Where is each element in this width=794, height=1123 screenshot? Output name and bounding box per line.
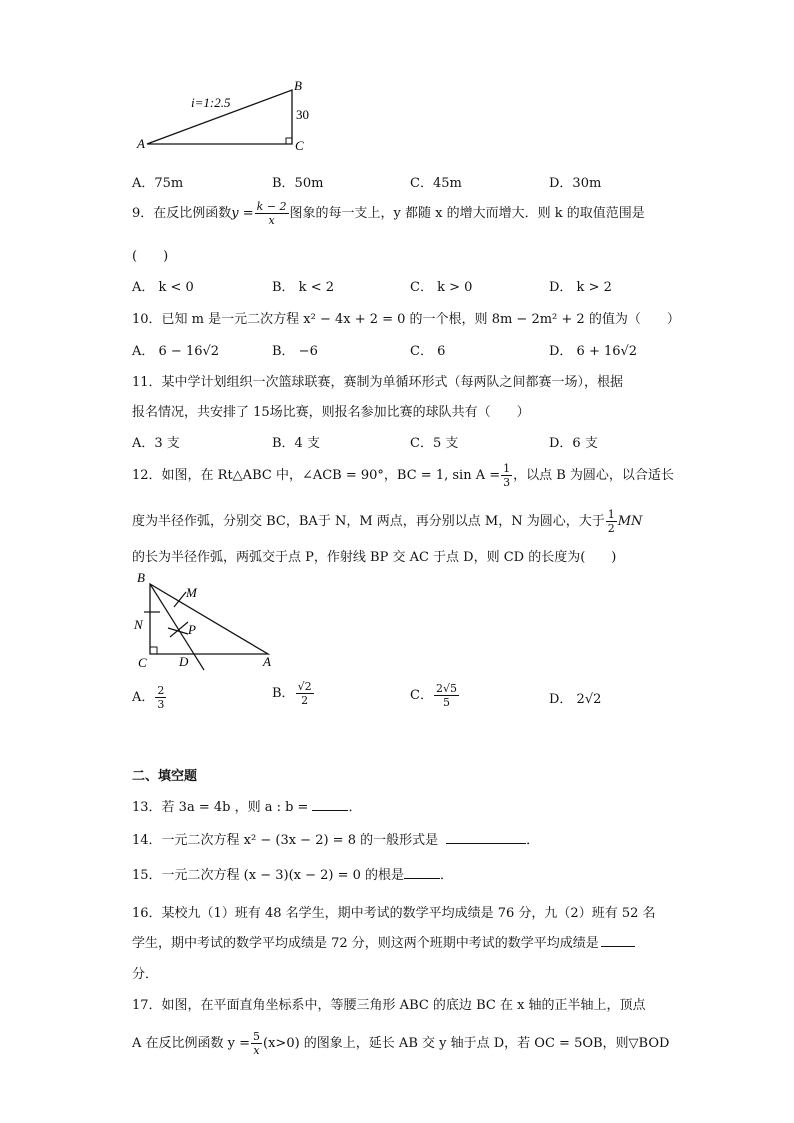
q9-option-d[interactable]: D． k > 2: [549, 280, 612, 295]
slope-triangle-figure: [135, 78, 335, 156]
q11-option-c[interactable]: C．5 支: [410, 436, 459, 451]
q12-sin-num: 1: [503, 462, 511, 475]
q12-option-a-fraction: [155, 684, 166, 711]
q13-text: 13．若 3a = 4b ，则 a : b =: [132, 800, 309, 815]
q12-option-b-label: B．: [272, 686, 295, 701]
point-p-label: P: [188, 622, 196, 637]
construction-figure: [130, 570, 290, 674]
q11-line2: 报名情况，共安排了 15场比赛，则报名参加比赛的球队共有（ ）: [132, 405, 530, 420]
q12-option-a-num: 2: [157, 684, 165, 697]
q16-line1: 16．某校九（1）班有 48 名学生，期中考试的数学平均成绩是 76 分，九（2）班有 52 名: [132, 906, 656, 921]
triangle-abc-q12: [150, 584, 268, 654]
q17-fraction: [251, 1030, 262, 1057]
q12-option-c-label: C．: [410, 688, 433, 703]
point-n-label: N: [134, 617, 143, 632]
q12-line2: [132, 508, 642, 535]
q12-option-a-den: 3: [157, 698, 165, 711]
q13-answer-blank[interactable]: [312, 798, 348, 811]
q11-line1: 11．某中学计划组织一次篮球联赛，赛制为单循环形式（每两队之间都赛一场），根据: [132, 375, 624, 390]
q13: [132, 796, 361, 815]
q12-line1b: ，以点 B 为圆心，以合适长: [513, 468, 674, 483]
height-label: 30: [296, 107, 309, 122]
q12-option-b-den: 2: [301, 694, 309, 707]
q12-half-num: 1: [607, 508, 615, 521]
right-angle-mark-q12: [150, 647, 157, 654]
q15: [132, 864, 453, 883]
q12-half-fraction: [606, 508, 617, 535]
point-c-label-q12: C: [138, 655, 147, 670]
q12-option-b-num: √2: [297, 680, 312, 693]
q12-sin-den: 3: [503, 476, 511, 489]
q9-option-a[interactable]: A． k < 0: [132, 280, 194, 295]
q17-line2: [132, 1030, 669, 1057]
q16-answer-blank[interactable]: [601, 934, 635, 947]
q11-option-a[interactable]: A．3 支: [132, 436, 180, 451]
q15-answer-blank[interactable]: [404, 866, 440, 879]
q14-text: 14．一元二次方程 x² − (3x − 2) = 8 的一般形式是: [132, 833, 439, 848]
q17-line1: 17．如图，在平面直角坐标系中，等腰三角形 ABC 的底边 BC 在 x 轴的正半轴上，顶点: [132, 998, 646, 1013]
q12-option-a-label: A．: [132, 690, 155, 705]
q12-option-c-den: 5: [442, 696, 450, 709]
q17-frac-num: 5: [253, 1030, 261, 1043]
q14-answer-blank[interactable]: [446, 831, 526, 844]
q8-option-b[interactable]: B．50m: [272, 176, 324, 191]
q12-option-c-num: 2√5: [435, 682, 457, 695]
q11-option-b[interactable]: B．4 支: [272, 436, 320, 451]
q10-option-b[interactable]: B． −6: [272, 344, 318, 359]
q9-frac-den: x: [268, 214, 275, 227]
q9-fraction: [255, 200, 289, 227]
q12-option-a[interactable]: [132, 684, 167, 711]
slope-label: i=1:2.5: [191, 95, 231, 110]
point-a-label: A: [137, 136, 145, 151]
q15-period: ．: [440, 868, 454, 883]
q11-option-d[interactable]: D．6 支: [549, 436, 598, 451]
q9-stem-b: 图象的每一支上，: [289, 206, 394, 221]
point-b-label: B: [294, 78, 302, 93]
q12-line2-text: 度为半径作弧，分别交 BC，BA于 N，M 两点，再分别以点 M，N 为圆心，大于: [132, 514, 605, 529]
section-title-fill-blank: 二、填空题: [132, 769, 198, 784]
q10-option-c[interactable]: C． 6: [410, 344, 446, 359]
q12-option-c-fraction: [434, 682, 459, 709]
q9-frac-num: k − 2: [256, 200, 287, 213]
q8-option-c[interactable]: C．45m: [410, 176, 462, 191]
q12-option-d[interactable]: D． 2√2: [549, 692, 602, 707]
q15-text: 15．一元二次方程 (x − 3)(x − 2) = 0 的根是: [132, 868, 405, 883]
q12-line2b: MN: [617, 514, 643, 529]
q17-line2a: A 在反比例函数 y =: [132, 1036, 251, 1051]
q9-func-lhs: y =: [231, 206, 254, 221]
q17-frac-den: x: [253, 1044, 260, 1057]
q12-line3: 的长为半径作弧，两弧交于点 P，作射线 BP 交 AC 于点 D，则 CD 的长度为( ): [132, 550, 617, 565]
q9-paren: ( ): [132, 249, 169, 264]
q9-stem-a: 9．在反比例函数: [132, 206, 232, 221]
point-a-label-q12: A: [263, 654, 271, 669]
q10-stem: 10．已知 m 是一元二次方程 x² − 4x + 2 = 0 的一个根，则 8m − 2m² + 2 的值为（ ）: [132, 312, 680, 327]
q12-line1: [132, 462, 674, 489]
q8-option-a[interactable]: A．75m: [132, 176, 184, 191]
point-b-label-q12: B: [137, 570, 145, 585]
q9-option-b[interactable]: B． k < 2: [272, 280, 334, 295]
q14: [132, 829, 539, 848]
q10-option-a[interactable]: A． 6 − 16√2: [132, 344, 220, 359]
point-d-label: D: [179, 654, 189, 669]
q12-option-b-fraction: [296, 680, 314, 707]
q9-stem-c: y 都随 x 的增大而增大．则 k 的取值范围是: [393, 206, 645, 221]
q12-line1a: 12．如图，在 Rt△ABC 中，∠ACB = 90°，BC = 1, sin A =: [132, 468, 501, 483]
q13-period: ．: [348, 800, 362, 815]
q12-option-c[interactable]: [410, 682, 460, 709]
q12-option-b[interactable]: [272, 680, 315, 707]
q8-option-d[interactable]: D．30m: [549, 176, 602, 191]
q9-stem: [132, 200, 645, 227]
right-angle-mark: [286, 138, 292, 144]
q16-line2: [132, 932, 635, 951]
q12-sin-fraction: [501, 462, 512, 489]
point-c-label: C: [295, 138, 304, 153]
q10-option-d[interactable]: D． 6 + 16√2: [549, 344, 638, 359]
q16-line2-text: 学生，期中考试的数学平均成绩是 72 分，则这两个班期中考试的数学平均成绩是: [132, 936, 599, 951]
q14-period: ．: [526, 833, 540, 848]
q9-option-c[interactable]: C． k > 0: [410, 280, 473, 295]
q16-line3: 分．: [132, 967, 159, 982]
q17-line2b: (x>0) 的图象上，延长 AB 交 y 轴于点 D，若 OC = 5OB，则▽BOD: [263, 1036, 670, 1051]
q12-half-den: 2: [607, 522, 615, 535]
point-m-label: M: [186, 585, 197, 600]
